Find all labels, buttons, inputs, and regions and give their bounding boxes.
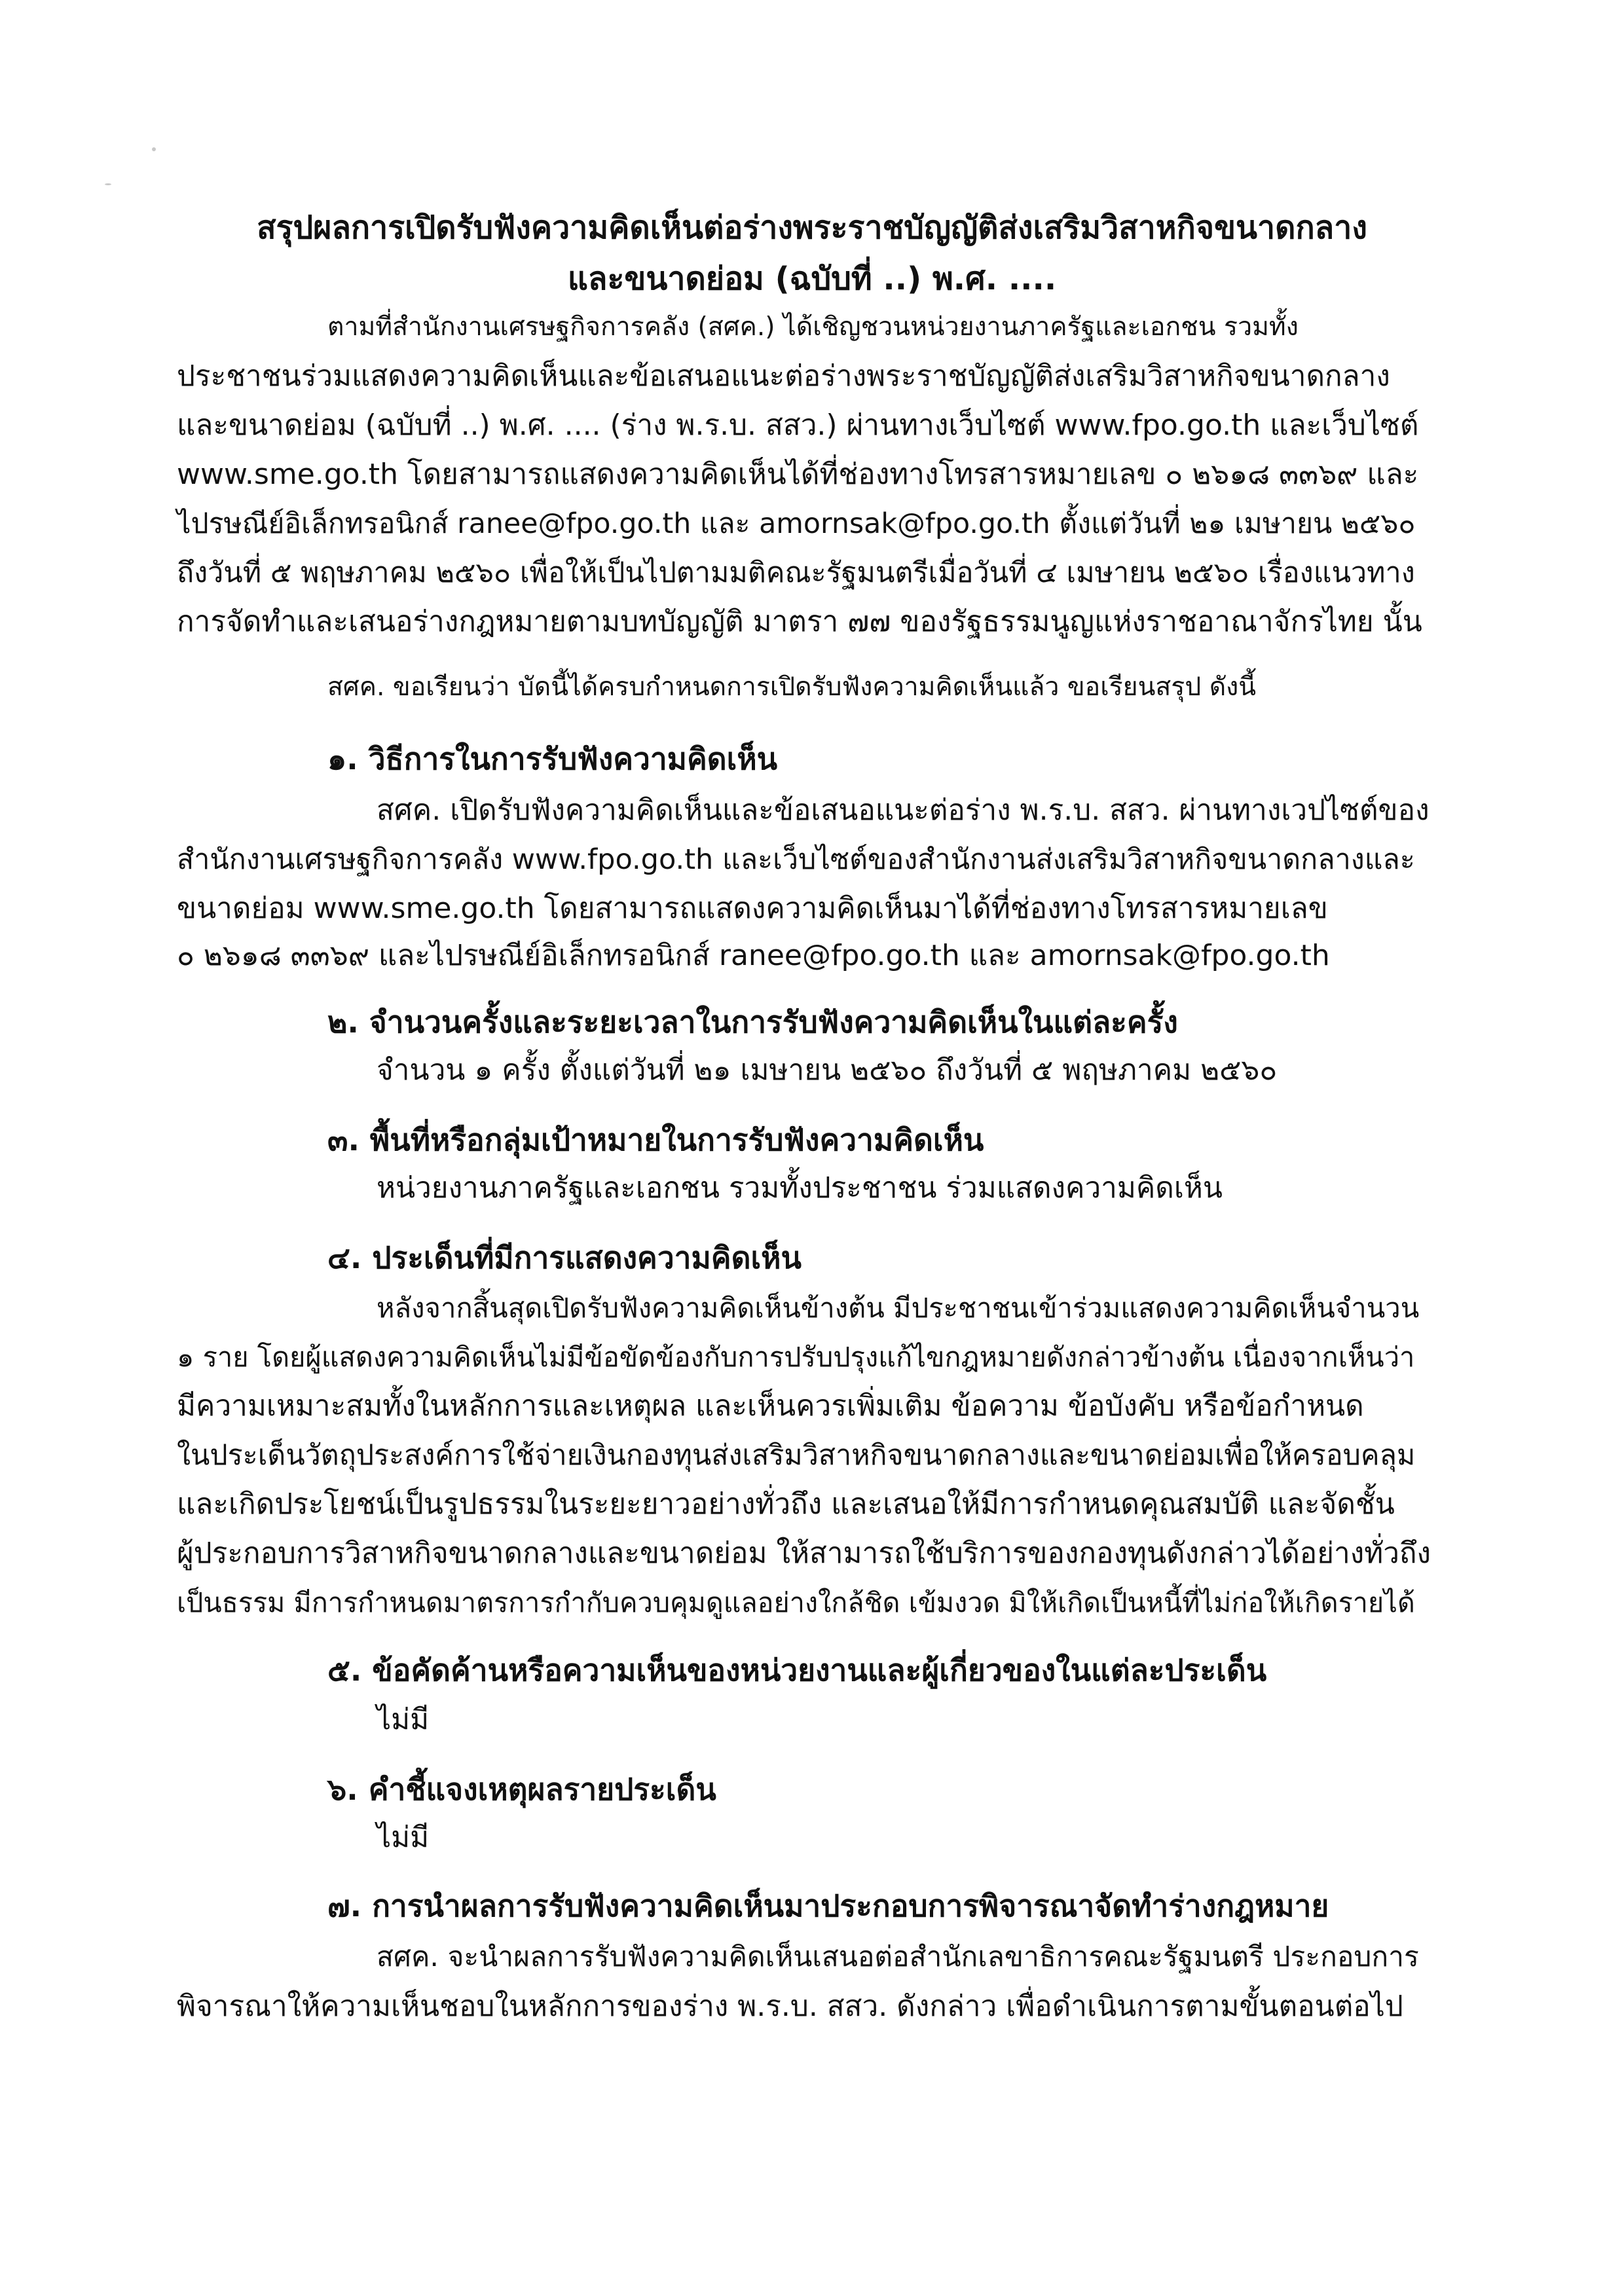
section-7-line: สศค. จะนำผลการรับฟังความคิดเห็นเสนอต่อสำนักเลขาธิการคณะรัฐมนตรี ประกอบการ	[377, 1941, 1419, 1973]
section-heading-1: ๑. วิธีการในการรับฟังความคิดเห็น	[327, 741, 778, 776]
section-4-line: ผู้ประกอบการวิสาหกิจขนาดกลางและขนาดย่อม ให้สามารถใช้บริการของกองทุนดังกล่าวได้อย่างทั่วถึง	[177, 1537, 1431, 1570]
intro-line: ประชาชนร่วมแสดงความคิดเห็นและข้อเสนอแนะต่อร่างพระราชบัญญัติส่งเสริมวิสาหกิจขนาดกลาง	[177, 359, 1390, 393]
section-heading-2: ๒. จำนวนครั้งและระยะเวลาในการรับฟังความคิดเห็นในแต่ละครั้ง	[327, 1004, 1178, 1040]
intro-line: ตามที่สำนักงานเศรษฐกิจการคลัง (สศค.) ได้เชิญชวนหน่วยงานภาครัฐและเอกชน รวมทั้ง	[327, 312, 1299, 342]
intro-line: ไปรษณีย์อิเล็กทรอนิกส์ ranee@fpo.go.th และ amornsak@fpo.go.th ตั้งแต่วันที่ ๒๑ เมษายน ๒๕๖๐	[177, 507, 1416, 540]
section-2-line: จำนวน ๑ ครั้ง ตั้งแต่วันที่ ๒๑ เมษายน ๒๕๖๐ ถึงวันที่ ๕ พฤษภาคม ๒๕๖๐	[377, 1053, 1278, 1087]
section-heading-7: ๗. การนำผลการรับฟังความคิดเห็นมาประกอบการพิจารณาจัดทำร่างกฎหมาย	[327, 1888, 1329, 1923]
document-title-line-1: สรุปผลการเปิดรับฟังความคิดเห็นต่อร่างพระราชบัญญัติส่งเสริมวิสาหกิจขนาดกลาง	[257, 210, 1367, 246]
section-3-line: หน่วยงานภาครัฐและเอกชน รวมทั้งประชาชน ร่วมแสดงความคิดเห็น	[377, 1171, 1223, 1205]
scan-smudge	[105, 183, 111, 185]
section-1-line: สำนักงานเศรษฐกิจการคลัง www.fpo.go.th และเว็บไซต์ของสำนักงานส่งเสริมวิสาหกิจขนาดกลางและ	[177, 843, 1415, 876]
section-4-line: ในประเด็นวัตถุประสงค์การใช้จ่ายเงินกองทุนส่งเสริมวิสาหกิจขนาดกลางและขนาดย่อมเพื่อให้ครอบคลุม	[177, 1439, 1416, 1472]
scan-smudge	[152, 147, 156, 151]
section-4-line: หลังจากสิ้นสุดเปิดรับฟังความคิดเห็นข้างต้น มีประชาชนเข้าร่วมแสดงความคิดเห็นจำนวน	[377, 1292, 1420, 1324]
section-heading-6: ๖. คำชี้แจงเหตุผลรายประเด็น	[327, 1772, 716, 1807]
section-1-line: ๐ ๒๖๑๘ ๓๓๖๙ และไปรษณีย์อิเล็กทรอนิกส์ ranee@fpo.go.th และ amornsak@fpo.go.th	[177, 939, 1330, 972]
section-heading-5: ๕. ข้อคัดค้านหรือความเห็นของหน่วยงานและผู้เกี่ยวของในแต่ละประเด็น	[327, 1652, 1267, 1688]
section-4-line: มีความเหมาะสมทั้งในหลักการและเหตุผล และเห็นควรเพิ่มเติม ข้อความ ข้อบังคับ หรือข้อกำหนด	[177, 1389, 1364, 1423]
intro-line: การจัดทำและเสนอร่างกฎหมายตามบทบัญญัติ มาตรา ๗๗ ของรัฐธรรมนูญแห่งราชอาณาจักรไทย นั้น	[177, 605, 1422, 638]
section-6-line: ไม่มี	[377, 1821, 430, 1854]
section-4-line: เป็นธรรม มีการกำหนดมาตรการกำกับควบคุมดูแลอย่างใกล้ชิด เข้มงวด มิให้เกิดเป็นหนี้ที่ไม่ก่อให้เกิดรายได้	[177, 1587, 1415, 1618]
section-7-line: พิจารณาให้ความเห็นชอบในหลักการของร่าง พ.ร.บ. สสว. ดังกล่าว เพื่อดำเนินการตามขั้นตอนต่อไป	[177, 1990, 1403, 2023]
section-4-line: และเกิดประโยชน์เป็นรูปธรรมในระยะยาวอย่างทั่วถึง และเสนอให้มีการกำหนดคุณสมบัติ และจัดชั้น	[177, 1487, 1395, 1521]
section-heading-3: ๓. พื้นที่หรือกลุ่มเป้าหมายในการรับฟังความคิดเห็น	[327, 1122, 984, 1157]
section-5-line: ไม่มี	[377, 1703, 430, 1736]
section-1-line: สศค. เปิดรับฟังความคิดเห็นและข้อเสนอแนะต่อร่าง พ.ร.บ. สสว. ผ่านทางเวปไซต์ของ	[377, 793, 1430, 827]
section-4-line: ๑ ราย โดยผู้แสดงความคิดเห็นไม่มีข้อขัดข้องกับการปรับปรุงแก้ไขกฎหมายดังกล่าวข้างต้น เนื่องจากเห็นว่า	[177, 1341, 1415, 1373]
summary-line: สศค. ขอเรียนว่า บัดนี้ได้ครบกำหนดการเปิดรับฟังความคิดเห็นแล้ว ขอเรียนสรุป ดังนี้	[327, 672, 1257, 702]
document-title-line-2: และขนาดย่อม (ฉบับที่ ..) พ.ศ. ....	[567, 261, 1057, 297]
intro-line: ถึงวันที่ ๕ พฤษภาคม ๒๕๖๐ เพื่อให้เป็นไปตามมติคณะรัฐมนตรีเมื่อวันที่ ๔ เมษายน ๒๕๖๐ เรื่องแนวทาง	[177, 556, 1415, 589]
intro-line: และขนาดย่อม (ฉบับที่ ..) พ.ศ. .... (ร่าง พ.ร.บ. สสว.) ผ่านทางเว็บไซต์ www.fpo.go.th และเว็บไซต์	[177, 409, 1419, 442]
intro-line: www.sme.go.th โดยสามารถแสดงความคิดเห็นได้ที่ช่องทางโทรสารหมายเลข ๐ ๒๖๑๘ ๓๓๖๙ และ	[177, 458, 1419, 491]
section-heading-4: ๔. ประเด็นที่มีการแสดงความคิดเห็น	[327, 1240, 802, 1275]
section-1-line: ขนาดย่อม www.sme.go.th โดยสามารถแสดงความคิดเห็นมาได้ที่ช่องทางโทรสารหมายเลข	[177, 892, 1328, 925]
